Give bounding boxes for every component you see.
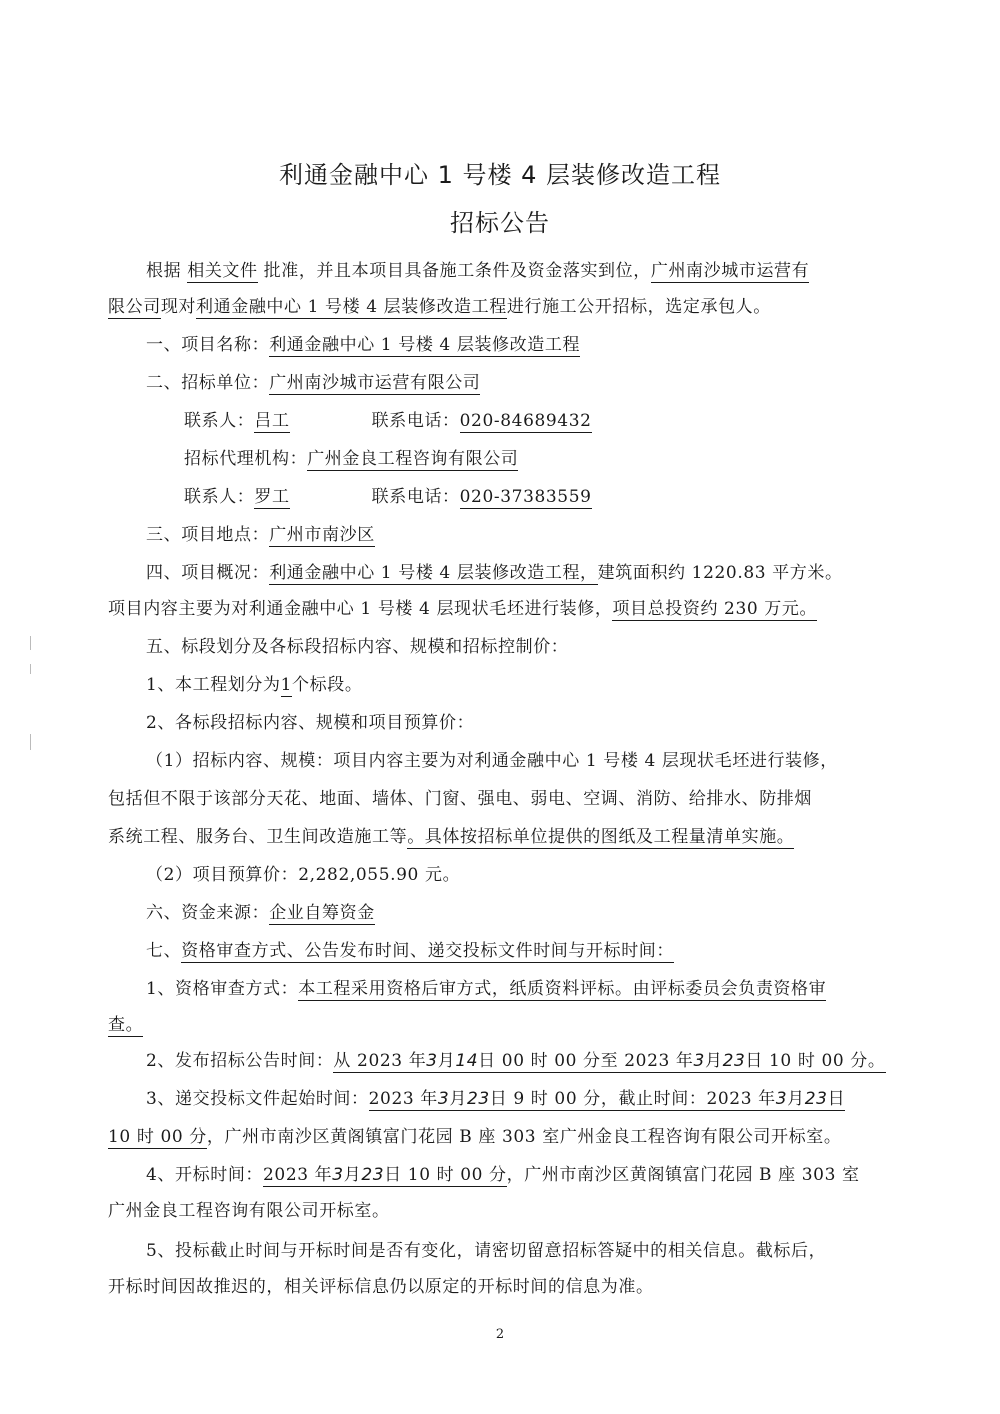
section-overview-line-1: 四、项目概况：利通金融中心 1 号楼 4 层装修改造工程，建筑面积约 1220.83 平方米。 <box>146 563 843 583</box>
scan-mark <box>30 664 31 674</box>
contact-name: 吕工 <box>254 411 290 431</box>
section-overview-line-2: 项目内容主要为对利通金融中心 1 号楼 4 层现状毛坯进行装修，项目总投资约 230 万元。 <box>108 599 818 619</box>
scope-line-2: 包括但不限于该部分天花、地面、墙体、门窗、强电、弱电、空调、消防、给排水、防排烟 <box>108 789 812 809</box>
scope-line-3: 系统工程、服务台、卫生间改造施工等。具体按招标单位提供的图纸及工程量清单实施。 <box>108 827 795 847</box>
section-location: 三、项目地点：广州市南沙区 <box>146 525 375 545</box>
document-subtitle: 招标公告 <box>450 209 550 237</box>
qualification-line-2: 查。 <box>108 1015 144 1035</box>
project-name: 利通金融中心 1 号楼 4 层装修改造工程 <box>196 297 507 317</box>
contact-name: 罗工 <box>254 487 290 507</box>
contact-phone: 020-84689432 <box>459 411 592 431</box>
section-project-name: 一、项目名称：利通金融中心 1 号楼 4 层装修改造工程 <box>146 335 581 355</box>
intro-line-1: 根据 相关文件 批准，并且本项目具备施工条件及资金落实到位，广州南沙城市运营有 <box>146 261 810 281</box>
scan-mark <box>30 636 31 650</box>
owner-name: 广州南沙城市运营有 <box>650 261 810 281</box>
notice-line-1: 5、投标截止时间与开标时间是否有变化，请密切留意招标答疑中的相关信息。截标后， <box>146 1241 827 1261</box>
handwritten-month: 3 <box>426 1051 438 1071</box>
tenderer-contact: 联系人：吕工 联系电话：020-84689432 <box>184 411 592 431</box>
section-funding: 六、资金来源：企业自筹资金 <box>146 903 375 923</box>
submission-time-line-1: 3、递交投标文件起始时间：2023 年3月23日 9 时 00 分，截止时间：2023 年3月23日 <box>146 1089 846 1109</box>
opening-time-line-2: 广州金良工程咨询有限公司开标室。 <box>108 1201 390 1221</box>
lots-count: 1、本工程划分为1个标段。 <box>146 675 363 695</box>
section-lots-heading: 五、标段划分及各标段招标内容、规模和招标控制价： <box>146 637 569 657</box>
document-title: 利通金融中心 1 号楼 4 层装修改造工程 <box>278 161 722 189</box>
qualification-line-1: 1、资格审查方式：本工程采用资格后审方式，纸质资料评标。由评标委员会负责资格审 <box>146 979 827 999</box>
handwritten-month: 3 <box>693 1051 705 1071</box>
opening-time-line-1: 4、开标时间：2023 年3月23日 10 时 00 分，广州市南沙区黄阁镇富门花园 B 座 303 室 <box>146 1165 860 1185</box>
agent-line: 招标代理机构：广州金良工程咨询有限公司 <box>184 449 519 469</box>
contact-phone: 020-37383559 <box>459 487 592 507</box>
lots-content-heading: 2、各标段招标内容、规模和项目预算价： <box>146 713 475 733</box>
section-tenderer: 二、招标单位：广州南沙城市运营有限公司 <box>146 373 481 393</box>
handwritten-day: 14 <box>455 1051 479 1071</box>
agent-contact: 联系人：罗工 联系电话：020-37383559 <box>184 487 592 507</box>
publish-time: 2、发布招标公告时间：从 2023 年3月14日 00 时 00 分至 2023 年3月23日 10 时 00 分。 <box>146 1051 886 1071</box>
submission-time-line-2: 10 时 00 分，广州市南沙区黄阁镇富门花园 B 座 303 室广州金良工程咨询有限公司开标室。 <box>108 1127 842 1147</box>
intro-line-2: 限公司现对利通金融中心 1 号楼 4 层装修改造工程进行施工公开招标，选定承包人。 <box>108 297 771 317</box>
budget-price: （2）项目预算价：2,282,055.90 元。 <box>146 865 461 885</box>
notice-line-2: 开标时间因故推迟的，相关评标信息仍以原定的开标时间的信息为准。 <box>108 1277 654 1297</box>
handwritten-day: 23 <box>722 1051 746 1071</box>
section-schedule-heading: 七、资格审查方式、公告发布时间、递交投标文件时间与开标时间： <box>146 941 675 961</box>
basis-document: 相关文件 <box>187 261 258 281</box>
scan-mark <box>30 734 31 750</box>
page-number: 2 <box>495 1327 505 1342</box>
agent-name: 广州金良工程咨询有限公司 <box>307 449 519 469</box>
scope-line-1: （1）招标内容、规模：项目内容主要为对利通金融中心 1 号楼 4 层现状毛坯进行装修， <box>146 751 838 771</box>
